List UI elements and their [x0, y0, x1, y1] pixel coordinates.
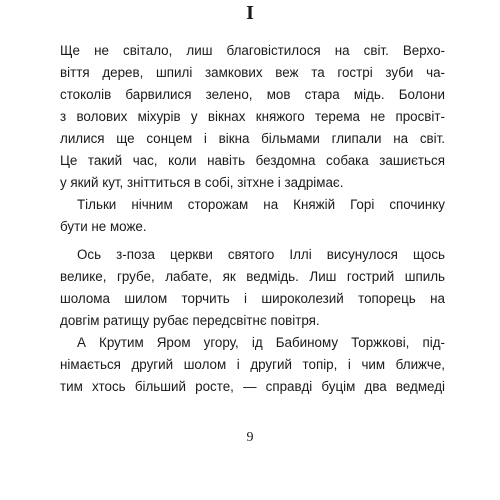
paragraph — [60, 332, 445, 398]
paragraph — [60, 194, 445, 238]
text-line: шолома шилом торчить і широколезий топорець на — [60, 291, 445, 306]
text-line: лилися ще сонцем і вікна більмами глипали на світ. — [60, 131, 445, 146]
text-line: бути не може. — [60, 219, 147, 234]
page-number: 9 — [246, 430, 254, 445]
text-line: віття дерев, шпилі замкових веж та гострі зуби ча- — [60, 65, 445, 80]
body-text — [60, 40, 445, 398]
text-line: тим хтось більший росте, — справді буцім два ведмеді — [60, 379, 445, 394]
text-line: велике, грубе, лабате, як ведмідь. Лиш гострий шпиль — [60, 269, 445, 284]
paragraph — [60, 40, 445, 194]
text-line: А Крутим Яром угору, ід Бабиному Торжкові, під- — [77, 335, 445, 350]
text-line: стоколів барвилися зелено, мов стара мідь. Болони — [60, 87, 445, 102]
text-line: Тільки нічним сторожам на Княжій Горі спочинку — [77, 197, 445, 212]
text-line: у який кут, зніттиться в собі, зітхне і задрімає. — [60, 175, 344, 190]
text-line: Ще не світало, лиш благовістилося на світ. Верхо- — [60, 43, 445, 58]
text-line: Ось з-поза церкви святого Іллі висунулося щось — [77, 247, 445, 262]
text-line: довгім ратищу рубає передсвітнє повітря. — [60, 313, 320, 328]
text-line: німається другий шолом і другий топір, і чим ближче, — [60, 357, 445, 372]
paragraph — [60, 244, 445, 332]
text-line: Це такий час, коли навіть бездомна собака зашиється — [60, 153, 445, 168]
text-line: з волових міхурів у вікнах княжого терема не просвіт- — [60, 109, 445, 124]
chapter-number: І — [246, 2, 254, 24]
